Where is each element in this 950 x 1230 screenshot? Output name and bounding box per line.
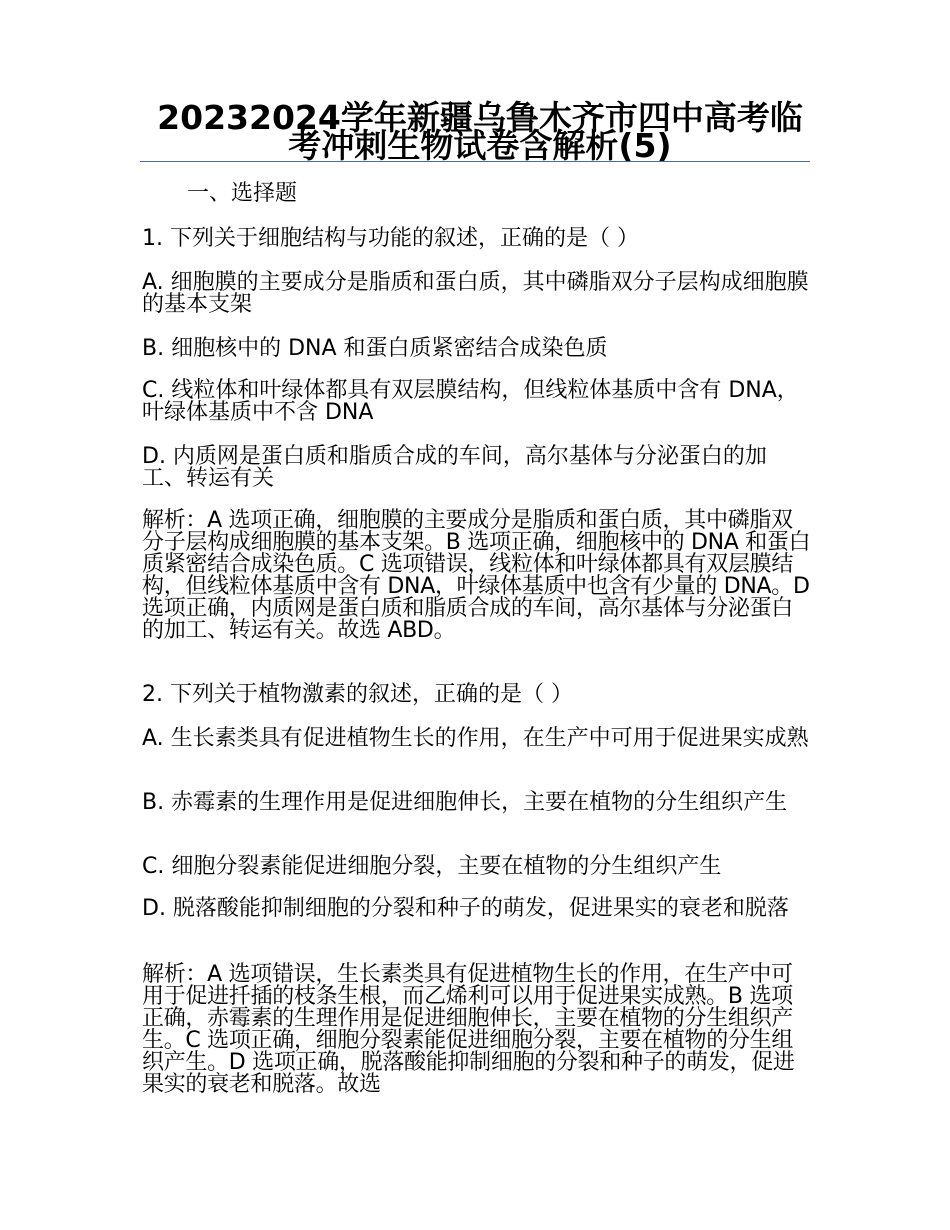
question-1-option-c: C. 线粒体和叶绿体都具有双层膜结构，但线粒体基质中含有 DNA，叶绿体基质中不含 DNA <box>142 378 799 425</box>
section-heading: 一、选择题 <box>187 181 298 206</box>
question-2-option-d: D. 脱落酸能抑制细胞的分裂和种子的萌发，促进果实的衰老和脱落 <box>142 896 789 921</box>
question-2-option-b: B. 赤霉素的生理作用是促进细胞伸长，主要在植物的分生组织产生 <box>142 790 788 815</box>
question-2-stem: 2. 下列关于植物激素的叙述，正确的是（ ） <box>142 682 573 707</box>
question-1-stem: 1. 下列关于细胞结构与功能的叙述，正确的是（ ） <box>142 226 639 251</box>
question-1-analysis: 解析：A 选项正确，细胞膜的主要成分是脂质和蛋白质，其中磷脂双分子层构成细胞膜的基本支架。B 选项正确，细胞核中的 DNA 和蛋白质紧密结合成染色质。C 选项错误，线粒体和叶绿体都具有双层膜结构，但线粒体基质中含有 DNA，叶绿体基质中也含有少量的 DNA。D 选项正确，内质网是蛋白质和脂质合成的车间，高尔基体与分泌蛋白的加工、转运有关。故选 ABD。 <box>142 508 811 643</box>
question-2-option-c: C. 细胞分裂素能促进细胞分裂，主要在植物的分生组织产生 <box>142 854 722 879</box>
question-2-analysis: 解析：A 选项错误，生长素类具有促进植物生长的作用，在生产中可用于促进扦插的枝条生根，而乙烯利可以用于促进果实成熟。B 选项正确，赤霉素的生理作用是促进细胞伸长，主要在植物的分生组织产生。C 选项正确，细胞分裂素能促进细胞分裂，主要在植物的分生组织产生。D 选项正确，脱落酸能抑制细胞的分裂和种子的萌发，促进果实的衰老和脱落。故选 <box>142 962 795 1097</box>
document-title: 20232024学年新疆乌鲁木齐市四中高考临考冲刺生物试卷含解析(5) <box>157 98 803 165</box>
question-1-option-d: D. 内质网是蛋白质和脂质合成的车间，高尔基体与分泌蛋白的加工、转运有关 <box>142 444 767 491</box>
question-1-option-a: A. 细胞膜的主要成分是脂质和蛋白质，其中磷脂双分子层构成细胞膜的基本支架 <box>142 270 809 317</box>
title-underline <box>140 161 810 162</box>
question-1-option-b: B. 细胞核中的 DNA 和蛋白质紧密结合成染色质 <box>142 336 608 361</box>
question-2-option-a: A. 生长素类具有促进植物生长的作用，在生产中可用于促进果实成熟 <box>142 726 809 751</box>
